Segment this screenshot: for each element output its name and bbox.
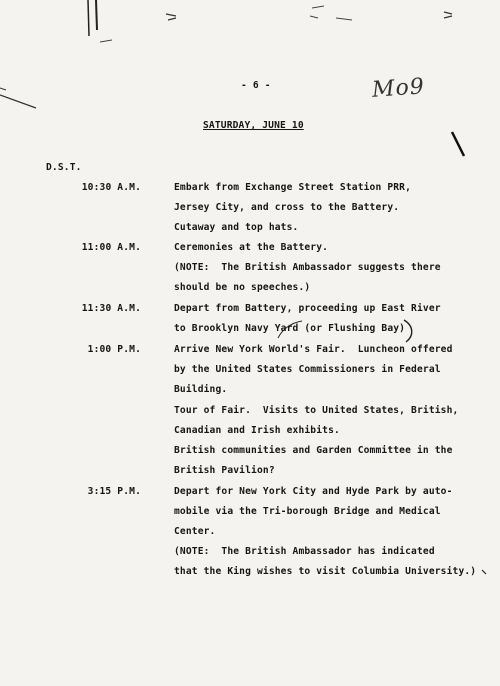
entry-line: Depart from Battery, proceeding up East River — [174, 303, 441, 314]
entry-line: Canadian and Irish exhibits. — [174, 425, 340, 436]
date-heading: SATURDAY, JUNE 10 — [203, 120, 304, 131]
handwritten-annotation: Mo9 — [371, 74, 426, 103]
entry-line: Building. — [174, 384, 228, 395]
entry-line: British Pavilion? — [174, 465, 275, 476]
entry-line: should be no speeches.) — [174, 282, 311, 293]
entry-line: that the King wishes to visit Columbia University.) — [174, 566, 477, 577]
entry-line: to Brooklyn Navy Yard (or Flushing Bay) — [174, 323, 406, 334]
entry-line: by the United States Commissioners in Federal — [174, 364, 441, 375]
entry-line: Embark from Exchange Street Station PRR, — [174, 182, 412, 193]
entry-time: 11:30 A.M. — [81, 303, 141, 314]
dst-label: D.S.T. — [46, 162, 82, 173]
entry-time: 11:00 A.M. — [81, 242, 141, 253]
entry-line: mobile via the Tri-borough Bridge and Medical — [174, 506, 441, 517]
entry-line: Cutaway and top hats. — [174, 222, 299, 233]
entry-line: Center. — [174, 526, 216, 537]
entry-line: Depart for New York City and Hyde Park by auto- — [174, 486, 453, 497]
entry-line: British communities and Garden Committee in the — [174, 445, 453, 456]
entry-line: Arrive New York World's Fair. Luncheon offered — [174, 344, 453, 355]
entry-line: (NOTE: The British Ambassador suggests there — [174, 262, 441, 273]
entry-time: 10:30 A.M. — [81, 182, 141, 193]
entry-time: 1:00 P.M. — [87, 344, 141, 355]
page-number: - 6 - — [241, 80, 271, 91]
entry-line: Tour of Fair. Visits to United States, British, — [174, 405, 459, 416]
entry-time: 3:15 P.M. — [87, 486, 141, 497]
entry-line: Ceremonies at the Battery. — [174, 242, 329, 253]
entry-line: Jersey City, and cross to the Battery. — [174, 202, 400, 213]
entry-line: (NOTE: The British Ambassador has indicated — [174, 546, 435, 557]
